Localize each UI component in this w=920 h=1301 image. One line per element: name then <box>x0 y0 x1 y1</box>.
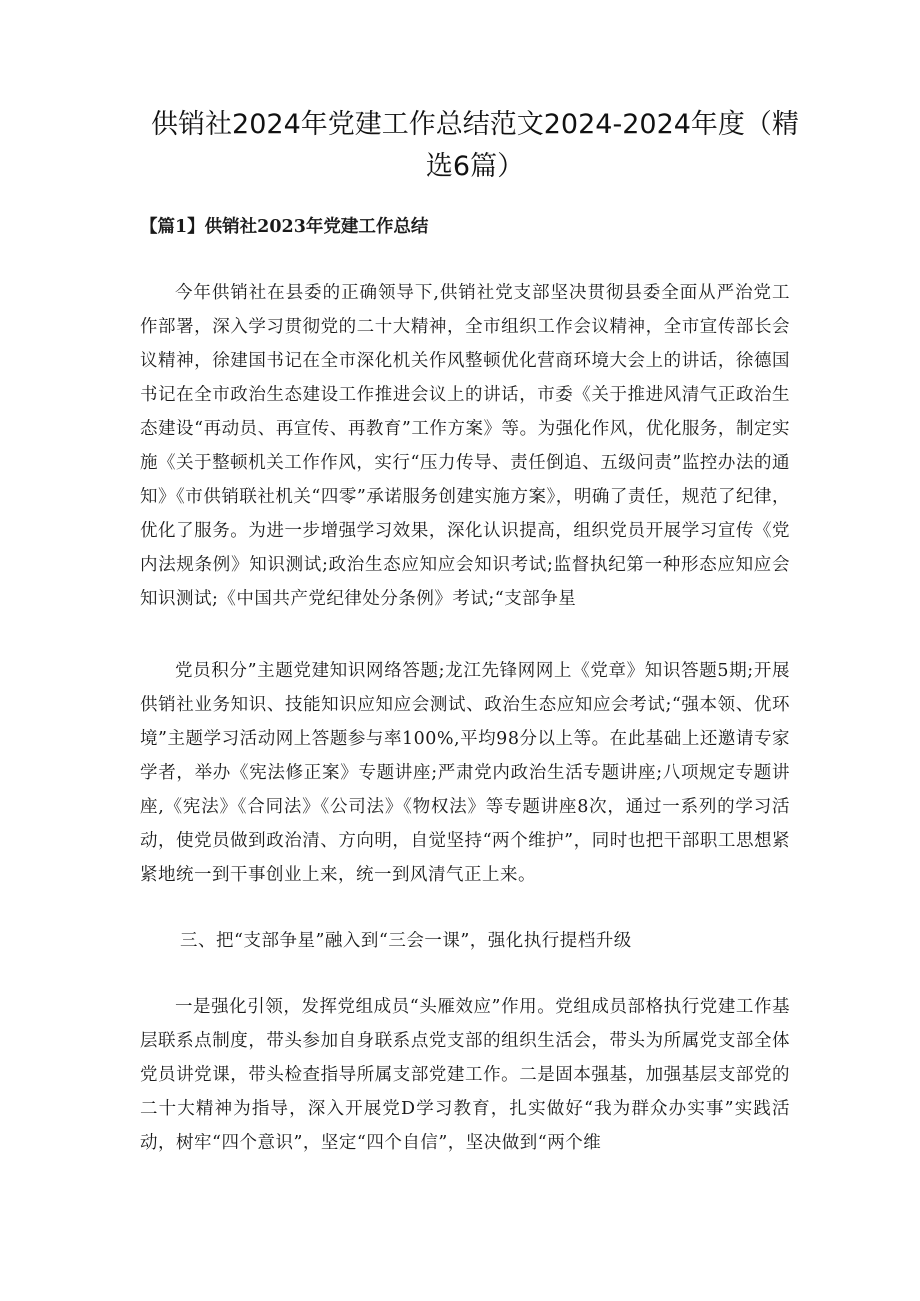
sub-heading: 三、把“支部争星”融入到“三会一课”，强化执行提档升级 <box>180 931 632 951</box>
body-paragraph-2: 党员积分”主题党建知识网络答题;龙江先锋网网上《党章》知识答题5期;开展供销社业务知识、技能知识应知应会测试、政治生态应知应会考试;“强本领、优环境”主题学习活动网上答题参与率100%,平均98分以上等。在此基础上还邀请专家学者，举办《宪法修正案》专题讲座;严肃党内政治生活专题讲座;八项规定专题讲座,《宪法》《合同法》《公司法》《物权法》等专题讲座8次，通过一系列的学习活动，使党员做到政治清、方向明，自觉坚持“两个维护”，同时也把干部职工思想紧紧地统一到干事创业上来，统一到风清气正上来。 <box>140 661 790 885</box>
body-paragraph-1: 今年供销社在县委的正确领导下,供销社党支部坚决贯彻县委全面从严治党工作部署，深入学习贯彻党的二十大精神，全市组织工作会议精神，全市宣传部长会议精神，徐建国书记在全市深化机关作风整顿优化营商环境大会上的讲话，徐德国书记在全市政治生态建设工作推进会议上的讲话，市委《关于推进风清气正政治生态建设“再动员、再宣传、再教育”工作方案》等。为强化作风，优化服务，制定实施《关于整顿机关工作作风，实行“压力传导、责任倒追、五级问责”监控办法的通知》《市供销联社机关“四零”承诺服务创建实施方案》，明确了责任，规范了纪律，优化了服务。为进一步增强学习效果，深化认识提高，组织党员开展学习宣传《党内法规条例》知识测试;政治生态应知应会知识考试;监督执纪第一种形态应知应会知识测试;《中国共产党纪律处分条例》考试;“支部争星 <box>140 283 790 609</box>
document-title: 供销社2024年党建工作总结范文2024-2024年度（精选6篇） <box>151 109 799 182</box>
section-heading: 【篇1】供销社2023年党建工作总结 <box>140 217 429 237</box>
body-paragraph-3: 一是强化引领，发挥党组成员“头雁效应”作用。党组成员部格执行党建工作基层联系点制度，带头参加自身联系点党支部的组织生活会，带头为所属党支部全体党员讲党课，带头检查指导所属支部党建工作。二是固本强基，加强基层支部党的二十大精神为指导，深入开展党D学习教育，扎实做好“我为群众办实事”实践活动，树牢“四个意识”，坚定“四个自信”，坚决做到“两个维 <box>140 997 790 1153</box>
